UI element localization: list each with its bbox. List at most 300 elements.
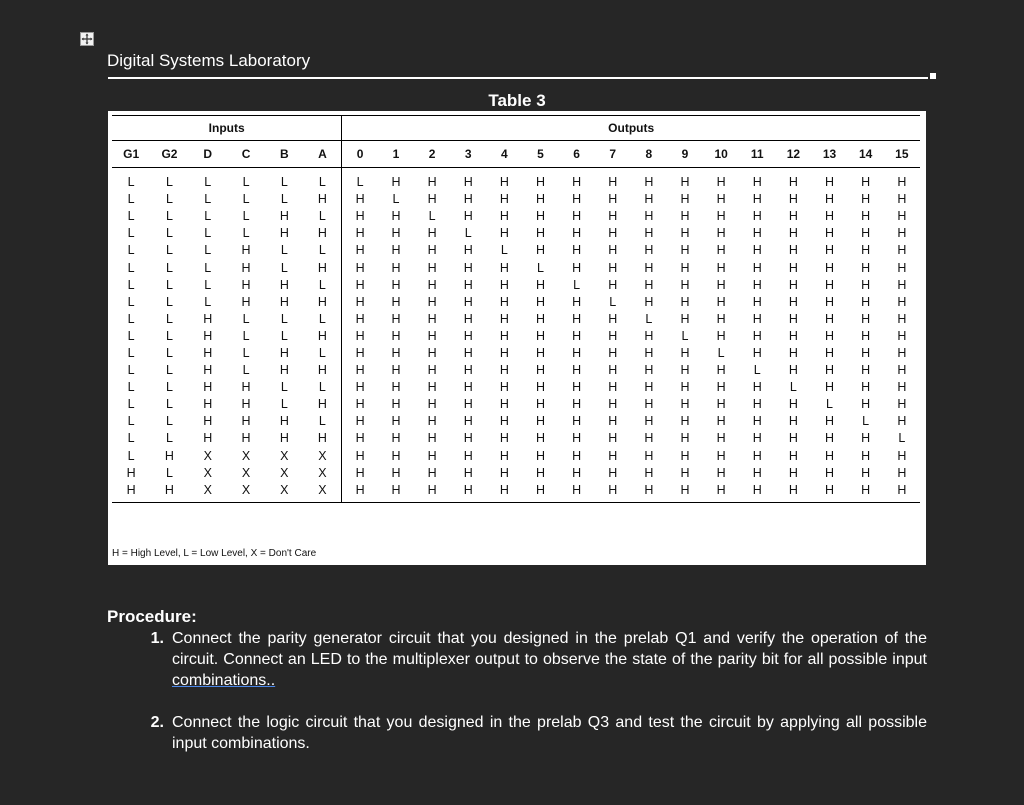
- table-cell: H: [595, 482, 631, 503]
- column-header-row: [112, 141, 920, 168]
- table-cell: H: [680, 277, 690, 292]
- table-cell: X: [189, 482, 227, 503]
- table-cell: H: [499, 277, 509, 292]
- table-cell: L: [165, 260, 173, 275]
- table-cell: L: [392, 192, 400, 207]
- table-cell: H: [752, 243, 762, 258]
- table-cell: L: [165, 345, 173, 360]
- table-cell: H: [203, 345, 213, 360]
- table-cell: H: [861, 209, 871, 224]
- table-cell: L: [165, 226, 173, 241]
- table-cell: H: [644, 277, 654, 292]
- table-cell: H: [716, 465, 726, 480]
- column-header: 12: [775, 141, 811, 168]
- table-cell: L: [127, 311, 135, 326]
- table-cell: L: [127, 328, 135, 343]
- table-cell: L: [127, 226, 135, 241]
- table-cell: H: [861, 311, 871, 326]
- table-row: [112, 448, 920, 465]
- table-cell: L: [280, 397, 288, 412]
- table-cell: H: [203, 431, 213, 446]
- table-cell: H: [897, 277, 907, 292]
- table-cell: H: [342, 208, 378, 225]
- table-cell: H: [788, 226, 798, 241]
- table-cell: H: [112, 482, 150, 503]
- table-cell: H: [824, 243, 835, 258]
- table-cell: H: [824, 209, 835, 224]
- table-cell: H: [499, 431, 509, 446]
- table-cell: L: [318, 209, 326, 224]
- table-cell: H: [752, 345, 762, 360]
- table-cell: H: [788, 431, 798, 446]
- table-row: [112, 465, 920, 482]
- table-cell: H: [463, 431, 473, 446]
- table-cell: L: [204, 175, 212, 190]
- table-cell: H: [535, 209, 546, 224]
- table-cell: H: [342, 465, 378, 482]
- table-cell: H: [788, 294, 798, 309]
- table-cell: H: [680, 226, 690, 241]
- table-cell: L: [242, 192, 250, 207]
- table-cell: H: [680, 192, 690, 207]
- table-cell: H: [572, 175, 582, 190]
- table-cell: H: [608, 380, 618, 395]
- table-cell: X: [265, 482, 303, 503]
- table-cell: H: [752, 175, 762, 190]
- table-cell: H: [342, 242, 378, 259]
- table-cell: H: [535, 414, 546, 429]
- table-cell: H: [522, 482, 558, 503]
- move-handle[interactable]: [80, 32, 94, 46]
- table-cell: H: [572, 192, 582, 207]
- table-cell: H: [126, 465, 136, 480]
- table-cell: L: [204, 192, 212, 207]
- table-cell: H: [788, 345, 798, 360]
- table-cell: H: [535, 328, 546, 343]
- table-cell: H: [427, 175, 437, 190]
- table-cell: H: [608, 345, 618, 360]
- table-cell: H: [824, 260, 835, 275]
- table-cell: H: [572, 465, 582, 480]
- table-cell: H: [824, 311, 835, 326]
- table-cell: L: [318, 277, 326, 292]
- table-cell: H: [463, 277, 473, 292]
- table-cell: H: [680, 209, 690, 224]
- table-cell: H: [279, 209, 289, 224]
- move-arrows-icon: [81, 33, 93, 45]
- table-cell: H: [391, 380, 401, 395]
- truth-table: [112, 115, 920, 503]
- table-cell: L: [242, 363, 250, 378]
- table-cell: H: [631, 482, 667, 503]
- table-cell: H: [342, 430, 378, 447]
- table-cell: H: [572, 260, 582, 275]
- table-cell: H: [752, 465, 762, 480]
- table-cell: L: [464, 226, 472, 241]
- table-cell: H: [317, 226, 327, 241]
- table-cell: H: [427, 414, 437, 429]
- table-cell: H: [342, 328, 378, 345]
- table-cell: H: [680, 345, 690, 360]
- column-header: A: [303, 141, 341, 168]
- table-row: [112, 294, 920, 311]
- table-cell: H: [716, 363, 726, 378]
- table-cell: H: [342, 311, 378, 328]
- table-cell: L: [165, 431, 173, 446]
- table-cell: H: [811, 482, 847, 503]
- table-cell: H: [824, 328, 835, 343]
- table-cell: L: [342, 168, 378, 192]
- table-cell: H: [279, 226, 289, 241]
- table-cell: L: [753, 363, 761, 378]
- table-cell: L: [280, 311, 288, 326]
- table-cell: H: [788, 175, 798, 190]
- table-cell: H: [572, 431, 582, 446]
- table-cell: H: [427, 226, 437, 241]
- table-cell: H: [391, 465, 401, 480]
- table-cell: H: [848, 482, 884, 503]
- table-cell: H: [427, 260, 437, 275]
- table-cell: H: [897, 226, 907, 241]
- step-text: [172, 628, 927, 691]
- table-cell: H: [427, 294, 437, 309]
- table-cell: H: [241, 431, 251, 446]
- table-cell: H: [752, 277, 762, 292]
- table-cell: H: [572, 345, 582, 360]
- table-cell: H: [703, 482, 739, 503]
- table-cell: H: [279, 345, 289, 360]
- table-cell: H: [572, 448, 582, 463]
- table-cell: H: [788, 277, 798, 292]
- column-header: 0: [342, 141, 378, 168]
- table-cell: H: [391, 260, 401, 275]
- table-cell: H: [824, 175, 835, 190]
- table-cell: H: [342, 413, 378, 430]
- table-cell: H: [391, 243, 401, 258]
- column-header: 9: [667, 141, 703, 168]
- table-cell: H: [644, 414, 654, 429]
- step-text-main: Connect the parity generator circuit that you designed in the prelab Q1 and verify the operation of the circuit. Connect an LED to the multiplexer output to observe the state of the parity bit for all possible input: [172, 630, 927, 668]
- table-cell: H: [279, 294, 289, 309]
- table-row: [112, 430, 920, 447]
- table-cell: H: [463, 260, 473, 275]
- table-cell: L: [242, 311, 250, 326]
- table-cell: H: [203, 311, 213, 326]
- table-cell: H: [463, 192, 473, 207]
- table-cell: H: [752, 209, 762, 224]
- table-cell: X: [303, 482, 341, 503]
- column-header: G2: [150, 141, 188, 168]
- column-header: C: [227, 141, 265, 168]
- table-cell: L: [127, 294, 135, 309]
- table-cell: H: [716, 328, 726, 343]
- table-cell: H: [391, 226, 401, 241]
- column-header: 4: [486, 141, 522, 168]
- table-cell: H: [752, 397, 762, 412]
- table-cell: H: [391, 328, 401, 343]
- table-cell: H: [279, 431, 289, 446]
- table-cell: L: [318, 243, 326, 258]
- table-cell: H: [317, 363, 327, 378]
- table-cell: L: [165, 380, 173, 395]
- table-cell: H: [897, 380, 907, 395]
- table-cell: H: [861, 380, 871, 395]
- table-cell: H: [499, 414, 509, 429]
- table-cell: H: [608, 465, 618, 480]
- table-cell: H: [427, 328, 437, 343]
- step-number: 1.: [150, 630, 164, 647]
- table-cell: H: [824, 345, 835, 360]
- table-cell: H: [499, 448, 509, 463]
- table-cell: H: [499, 294, 509, 309]
- table-cell: H: [680, 243, 690, 258]
- outputs-group-header: Outputs: [342, 116, 920, 141]
- table-cell: L: [165, 328, 173, 343]
- table-cell: H: [279, 414, 289, 429]
- table-cell: H: [752, 380, 762, 395]
- table-cell: L: [204, 209, 212, 224]
- table-cell: H: [391, 363, 401, 378]
- table-cell: X: [280, 448, 289, 463]
- table-row: [112, 277, 920, 294]
- table-cell: L: [573, 277, 581, 292]
- table-cell: H: [680, 363, 690, 378]
- column-header: 2: [414, 141, 450, 168]
- table-cell: L: [242, 226, 250, 241]
- table-cell: H: [716, 277, 726, 292]
- table-cell: L: [280, 243, 288, 258]
- table-cell: H: [427, 448, 437, 463]
- table-cell: H: [572, 243, 582, 258]
- table-cell: H: [499, 311, 509, 326]
- table-cell: H: [535, 448, 546, 463]
- procedure-step-1: [107, 628, 927, 691]
- table-cell: L: [127, 192, 135, 207]
- column-header: 5: [522, 141, 558, 168]
- table-cell: H: [241, 294, 251, 309]
- table-cell: H: [499, 397, 509, 412]
- table-cell: H: [861, 448, 871, 463]
- table-cell: H: [463, 380, 473, 395]
- table-cell: H: [788, 209, 798, 224]
- table-cell: H: [342, 225, 378, 242]
- table-cell: H: [342, 294, 378, 311]
- table-cell: H: [391, 414, 401, 429]
- table-cell: H: [608, 311, 618, 326]
- table-cell: H: [463, 243, 473, 258]
- table-cell: H: [644, 226, 654, 241]
- table-cell: H: [463, 465, 473, 480]
- table-cell: H: [644, 448, 654, 463]
- table-cell: L: [280, 192, 288, 207]
- table-cell: H: [752, 311, 762, 326]
- table-cell: H: [342, 379, 378, 396]
- table-cell: H: [752, 431, 762, 446]
- step-text: [172, 712, 927, 754]
- table-cell: H: [241, 414, 251, 429]
- table-cell: H: [572, 328, 582, 343]
- column-header: G1: [112, 141, 150, 168]
- table-cell: H: [680, 380, 690, 395]
- table-cell: H: [317, 260, 327, 275]
- table-cell: L: [127, 345, 135, 360]
- table-row: [112, 345, 920, 362]
- table-cell: H: [788, 465, 798, 480]
- table-cell: L: [204, 294, 212, 309]
- table-cell: H: [861, 226, 871, 241]
- table-cell: L: [165, 175, 173, 190]
- table-cell: L: [165, 465, 173, 480]
- table-cell: H: [861, 397, 871, 412]
- table-cell: H: [897, 397, 907, 412]
- table-cell: H: [608, 397, 618, 412]
- table-cell: L: [428, 209, 436, 224]
- table-cell: H: [608, 175, 618, 190]
- table-cell: H: [716, 192, 726, 207]
- table-cell: H: [241, 243, 251, 258]
- table-cell: X: [318, 465, 327, 480]
- table-cell: H: [499, 175, 509, 190]
- table-cell: H: [716, 397, 726, 412]
- table-cell: H: [897, 243, 907, 258]
- table-cell: H: [608, 226, 618, 241]
- table-cell: H: [897, 209, 907, 224]
- table-cell: H: [680, 465, 690, 480]
- table-cell: H: [463, 397, 473, 412]
- table-cell: H: [861, 431, 871, 446]
- table-cell: H: [861, 175, 871, 190]
- table-cell: H: [499, 192, 509, 207]
- table-cell: H: [680, 175, 690, 190]
- table-cell: H: [752, 448, 762, 463]
- table-cell: H: [317, 397, 327, 412]
- table-row: [112, 396, 920, 413]
- table-cell: H: [824, 414, 835, 429]
- table-cell: H: [427, 465, 437, 480]
- table-cell: H: [608, 431, 618, 446]
- table-cell: L: [165, 277, 173, 292]
- table-cell: H: [535, 431, 546, 446]
- table-cell: H: [752, 414, 762, 429]
- table-cell: L: [204, 243, 212, 258]
- table-cell: L: [165, 294, 173, 309]
- table-cell: X: [318, 448, 327, 463]
- table-cell: H: [391, 277, 401, 292]
- table-cell: L: [645, 311, 653, 326]
- column-header: 8: [631, 141, 667, 168]
- table-cell: H: [241, 260, 251, 275]
- table-cell: H: [861, 243, 871, 258]
- table-cell: H: [499, 226, 509, 241]
- table-cell: H: [572, 363, 582, 378]
- table-cell: H: [608, 328, 618, 343]
- table-cell: H: [317, 328, 327, 343]
- procedure-section: [107, 607, 927, 754]
- table-cell: H: [824, 277, 835, 292]
- table-cell: H: [680, 311, 690, 326]
- table-cell: X: [280, 465, 289, 480]
- table-cell: L: [127, 448, 135, 463]
- table-cell: H: [342, 191, 378, 208]
- table-cell: H: [897, 192, 907, 207]
- table-cell: H: [391, 175, 401, 190]
- procedure-step-2: [107, 712, 927, 754]
- table-cell: H: [897, 465, 907, 480]
- table-cell: H: [150, 482, 188, 503]
- table-cell: H: [861, 277, 871, 292]
- table-cell: L: [165, 311, 173, 326]
- table-cell: H: [427, 380, 437, 395]
- table-cell: H: [680, 294, 690, 309]
- table-cell: H: [644, 465, 654, 480]
- table-cell: L: [127, 380, 135, 395]
- table-cell: H: [463, 448, 473, 463]
- table-cell: L: [500, 243, 508, 258]
- table-cell: L: [127, 260, 135, 275]
- table-cell: L: [127, 175, 135, 190]
- table-cell: L: [826, 397, 833, 412]
- table-cell: L: [127, 414, 135, 429]
- table-cell: H: [824, 363, 835, 378]
- column-header: 7: [595, 141, 631, 168]
- table-row: [112, 328, 920, 345]
- table-cell: H: [608, 243, 618, 258]
- table-cell: L: [242, 175, 250, 190]
- underlined-word: combinations..: [172, 672, 276, 689]
- table-cell: L: [127, 363, 135, 378]
- table-cell: H: [680, 397, 690, 412]
- table-cell: H: [427, 345, 437, 360]
- table-cell: L: [318, 345, 326, 360]
- table-cell: H: [644, 260, 654, 275]
- table-cell: H: [644, 345, 654, 360]
- table-cell: H: [499, 328, 509, 343]
- table-cell: H: [427, 363, 437, 378]
- table-cell: H: [450, 482, 486, 503]
- table-cell: H: [535, 345, 546, 360]
- table-cell: H: [644, 328, 654, 343]
- table-cell: H: [342, 345, 378, 362]
- table-cell: H: [861, 260, 871, 275]
- table-cell: H: [241, 277, 251, 292]
- table-cell: H: [716, 448, 726, 463]
- table-cell: H: [463, 345, 473, 360]
- table-cell: H: [203, 397, 213, 412]
- table-cell: H: [861, 345, 871, 360]
- table-cell: H: [644, 243, 654, 258]
- table-cell: H: [824, 226, 835, 241]
- table-cell: L: [318, 175, 326, 190]
- table-cell: L: [204, 226, 212, 241]
- table-cell: H: [716, 226, 726, 241]
- table-cell: H: [752, 294, 762, 309]
- table-cell: H: [861, 294, 871, 309]
- document-header: Digital Systems Laboratory: [107, 51, 311, 70]
- table-cell: H: [342, 362, 378, 379]
- table-cell: H: [463, 328, 473, 343]
- table-cell: X: [203, 465, 212, 480]
- table-cell: H: [897, 414, 907, 429]
- table-cell: L: [717, 345, 725, 360]
- table-cell: H: [499, 209, 509, 224]
- table-cell: L: [127, 243, 135, 258]
- table-cell: H: [680, 448, 690, 463]
- table-row: [112, 225, 920, 242]
- table-cell: H: [716, 294, 726, 309]
- table-cell: H: [716, 243, 726, 258]
- table-cell: L: [862, 414, 870, 429]
- table-cell: H: [486, 482, 522, 503]
